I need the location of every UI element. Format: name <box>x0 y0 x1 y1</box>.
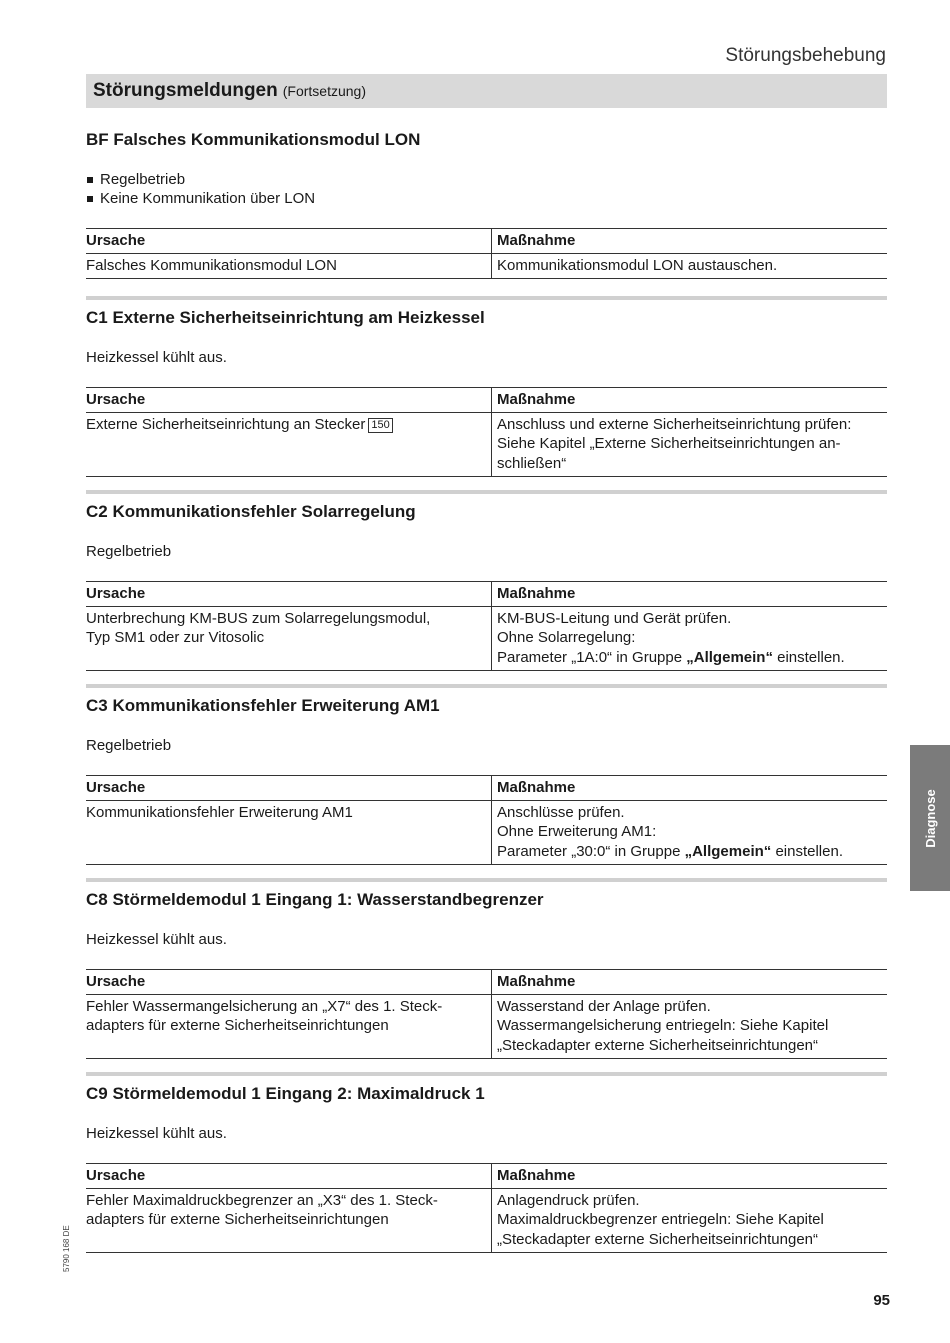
header-cause: Ursache <box>86 388 492 413</box>
section-title: C3 Kommunikationsfehler Erweiterung AM1 <box>86 696 440 715</box>
section-bf <box>86 130 887 279</box>
header-cause: Ursache <box>86 776 492 801</box>
action-text: schließen“ <box>497 454 567 472</box>
section-title: C1 Externe Sicherheitseinrichtung am Heizkessel <box>86 308 485 327</box>
header-cause: Ursache <box>86 1164 492 1189</box>
section-intro: Regelbetrieb <box>86 737 172 754</box>
header-action: Maßnahme <box>492 970 888 995</box>
cause-text: Kommunikationsfehler Erweiterung AM1 <box>86 803 353 821</box>
cause-text: Fehler Maximaldruckbegrenzer an „X3“ des 1. Steck- <box>86 1191 438 1209</box>
cause-text-main: Externe Sicherheitseinrichtung an Stecker <box>86 415 366 433</box>
action-text: Maximaldruckbegrenzer entriegeln: Siehe Kapitel <box>497 1211 824 1228</box>
cause-action-table <box>86 1163 887 1253</box>
action-text: Siehe Kapitel „Externe Sicherheitseinrichtungen an- <box>497 435 841 452</box>
header-action: Maßnahme <box>492 582 888 607</box>
plug-number-box: 150 <box>368 418 392 433</box>
cause-text: Typ SM1 oder zur Vitosolic <box>86 629 265 646</box>
param-text: Parameter „30:0“ in Gruppe <box>497 842 685 860</box>
document-code: 5790 168 DE <box>62 1225 71 1272</box>
action-text: „Steckadapter externe Sicherheitseinrichtungen“ <box>497 1230 819 1248</box>
cause-text <box>86 415 485 435</box>
header-action: Maßnahme <box>492 229 888 254</box>
header-action: Maßnahme <box>492 776 888 801</box>
action-text: Wasserstand der Anlage prüfen. <box>497 997 711 1015</box>
section-divider <box>86 490 887 494</box>
cause-cell <box>86 994 492 1059</box>
param-text: einstellen. <box>772 648 845 666</box>
section-c1 <box>86 296 887 477</box>
action-text: KM-BUS-Leitung und Gerät prüfen. <box>497 609 732 627</box>
cause-cell <box>86 1188 492 1253</box>
cause-action-table <box>86 969 887 1059</box>
action-text: Wassermangelsicherung entriegeln: Siehe Kapitel <box>497 1017 829 1034</box>
section-c8 <box>86 878 887 1059</box>
cause-action-table <box>86 581 887 671</box>
cause-text: adapters für externe Sicherheitseinrichtungen <box>86 1211 389 1228</box>
bullet-item: Keine Kommunikation über LON <box>86 189 887 208</box>
section-intro: Heizkessel kühlt aus. <box>86 349 227 366</box>
cause-cell <box>86 606 492 671</box>
section-intro: Heizkessel kühlt aus. <box>86 1125 227 1142</box>
page-header-title: Störungsbehebung <box>725 45 886 66</box>
chapter-tab-label: Diagnose <box>922 788 938 848</box>
action-text: Anlagendruck prüfen. <box>497 1191 640 1209</box>
header-cause: Ursache <box>86 970 492 995</box>
header-cause: Ursache <box>86 582 492 607</box>
cause-cell <box>86 412 492 477</box>
header-action: Maßnahme <box>492 1164 888 1189</box>
action-parameter-line <box>497 842 887 862</box>
header-cause: Ursache <box>86 229 492 254</box>
section-divider <box>86 296 887 300</box>
action-parameter-line <box>497 648 887 668</box>
param-text: einstellen. <box>771 842 843 860</box>
banner-subtitle: (Fortsetzung) <box>282 83 366 99</box>
action-cell <box>492 1188 888 1253</box>
cause-action-table <box>86 228 887 279</box>
table-row <box>86 994 887 1059</box>
section-divider <box>86 1072 887 1076</box>
section-title: C8 Störmeldemodul 1 Eingang 1: Wasserstandbegrenzer <box>86 890 544 909</box>
action-cell <box>492 253 888 279</box>
cause-cell <box>86 800 492 865</box>
action-text: Kommunikationsmodul LON austauschen. <box>497 256 778 274</box>
bullet-list <box>86 170 887 208</box>
section-c9 <box>86 1072 887 1253</box>
action-cell <box>492 800 888 865</box>
chapter-tab-diagnose <box>910 745 950 891</box>
table-row <box>86 412 887 477</box>
param-text: Parameter „1A:0“ in Gruppe <box>497 648 687 666</box>
action-text: Anschluss und externe Sicherheitseinrichtung prüfen: <box>497 415 852 433</box>
cause-text: adapters für externe Sicherheitseinrichtungen <box>86 1017 389 1034</box>
cause-action-table <box>86 775 887 865</box>
section-intro: Regelbetrieb <box>86 543 172 560</box>
section-title: BF Falsches Kommunikationsmodul LON <box>86 130 421 149</box>
header-action: Maßnahme <box>492 388 888 413</box>
table-row <box>86 606 887 671</box>
banner-title: Störungsmeldungen <box>93 80 278 101</box>
action-text: „Steckadapter externe Sicherheitseinrichtungen“ <box>497 1036 819 1054</box>
cause-text: Fehler Wassermangelsicherung an „X7“ des 1. Steck- <box>86 997 443 1015</box>
section-intro: Heizkessel kühlt aus. <box>86 931 227 948</box>
section-divider <box>86 684 887 688</box>
action-cell <box>492 412 888 477</box>
cause-action-table <box>86 387 887 477</box>
cause-cell <box>86 253 492 279</box>
table-row <box>86 1188 887 1253</box>
section-title: C9 Störmeldemodul 1 Eingang 2: Maximaldruck 1 <box>86 1084 485 1103</box>
table-row <box>86 253 887 279</box>
page-number: 95 <box>873 1292 890 1309</box>
section-c3 <box>86 684 887 865</box>
action-text: Ohne Erweiterung AM1: <box>497 823 657 840</box>
param-group-name: „Allgemein“ <box>686 648 773 666</box>
section-title: C2 Kommunikationsfehler Solarregelung <box>86 502 416 521</box>
action-cell <box>492 994 888 1059</box>
action-cell <box>492 606 888 671</box>
action-text: Anschlüsse prüfen. <box>497 803 625 821</box>
bullet-item: Regelbetrieb <box>86 170 887 189</box>
section-banner <box>86 74 887 108</box>
section-divider <box>86 878 887 882</box>
param-group-name: „Allgemein“ <box>684 842 772 860</box>
cause-text: Falsches Kommunikationsmodul LON <box>86 256 337 274</box>
cause-text: Unterbrechung KM-BUS zum Solarregelungsmodul, <box>86 609 431 627</box>
section-c2 <box>86 490 887 671</box>
table-row <box>86 800 887 865</box>
action-text: Ohne Solarregelung: <box>497 629 636 646</box>
